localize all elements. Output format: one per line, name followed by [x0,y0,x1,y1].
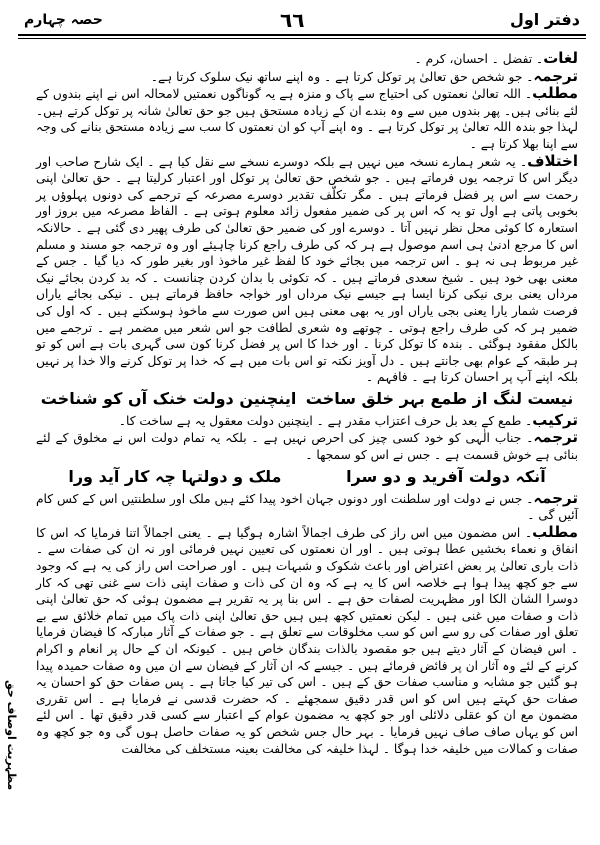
verse-hemistich-left: اینچنین دولت خنک آں کو شناخت [40,388,297,408]
paragraph-term: ترجمہ [533,428,578,447]
section-title: حصہ چہارم [24,12,103,28]
paragraph [36,68,578,86]
paragraph-term: مطلب [532,84,578,103]
paragraph [36,85,578,152]
paragraph [36,524,578,757]
paragraph-text: ۔ طمع کے بعد بل حرف اعتزاب مقدر ہے ۔ اینچنین دولت معقول یہ ہے ساخت کا۔ [118,413,533,428]
verse-hemistich-left: ملک و دولتہا چہ کار آید ورا [68,466,282,486]
paragraph-text: ۔ یہ شعر ہمارے نسخہ میں نہیں ہے بلکہ دوسرے نسخے سے نقل کیا ہے ۔ ایک شارح صاحب اور دیگر اس کا ترجمہ یوں فرماتے ہیں ۔ جو شخص حق تعالیٰ پر توکل اور اعتبار کرلیتا ہے ۔ حق تعالیٰ اپنی رحمت سے اس پر فضل فرماتے ہیں ۔ مگر تکلّف تقدیر دوسرے مصرعہ کے ترجمے کی دونوں پہلوؤں پر بخوبی پاتی ہے اول تو یہ کہ اس پر کی ضمیر مفعول زائد معلوم ہوتی ہے ۔ الفاظ مصرعہ میں بروز اور استعارہ کا کوئی محل نظر نہیں آتا ۔ دوسرے اور کی ضمیر حق تعالیٰ کی طرف پھیر دی گئی ہے ۔ حالانکہ اس کا مرجع ادنیٰ ہی اسم موصول ہے ہر کہ کی طرف راجع کرنا چاہیئے اور وہ ترجمہ جو مسند و مسلم غیر مربوط ہی نہ ہو ۔ اس ترجمہ میں بجائے خود کا لفظ غیر ماخوذ اور بغیر طور کہ دیا گیا ۔ جس کے معنی بھی خود ہیں ۔ شیخ سعدی فرماتے ہیں ۔ کہ تکوئی با بدان کردن چنانست ۔ کہ بد کردن بجائے نیک مرداں یعنی بری نیکی کرنا ایسا ہے جیسے نیک مرداں اور خواجہ حافظ فرماتے ہیں ۔ نیکی بجائے یاراں فرصت شمار یارا یعنی بجی یاراں اور یہ بھی معنی ہیں اس صورت سے ماخوذ ہوسکتے ہیں ۔ کہ اول کی ضمیر ہر کہ کی طرف راجع ہوتی ۔ چوتھے وہ شعری لطافت جو اس شعر میں مضمر ہے ۔ ترجمے میں بالکل مفقود ہوگئی ۔ بندہ کا توکل کرنا ۔ اور خدا کا اس پر فضل کرنا کون سی گہری بات ہے اس کو تو ہر طبقہ کے عوام بھی جانتے ہیں ۔ دل آویز نکتہ تو اس بات میں ہے کہ خدا پر توکل کرنے والا خدا پر نہیں بلکہ اپنے آپ پر احسان کرتا ہے ۔ فافہم ۔ [36,154,578,385]
paragraph-text: ۔ جناب الٰہی کو خود کسی چیز کی احرص نہیں ہے ۔ بلکہ یہ تمام دولت اس نے مخلوق کے لئے بنائی ہے خوش قسمت ہے ۔ جس نے اس کو سمجھا ۔ [36,431,578,463]
paragraph-text: ۔ جو شخص حق تعالیٰ پر توکل کرتا ہے ۔ وہ اپنے ساتھ نیک سلوک کرتا ہے۔ [150,69,534,84]
paragraph [36,490,578,524]
paragraph-term: ترجمہ [533,66,578,85]
header-divider [18,34,586,36]
verse-hemistich-right: نیست لنگ از طمع بہر خلق ساخت [305,388,574,408]
book-title: دفتر اول [509,10,580,29]
verse-couplet [36,388,578,410]
paragraph [36,153,578,386]
verse-hemistich-right: آنکہ دولت آفرید و دو سرا [346,466,546,486]
header-divider-thin [18,38,586,39]
margin-note: مظہریت اوصاف حق [5,679,18,790]
paragraph-term: ترکیب [532,410,578,429]
paragraph-text: ۔ تفضل ۔ احسان، کرم ۔ [414,52,544,66]
paragraph-term: ترجمہ [533,488,578,507]
paragraph-text: ۔ جس نے دولت اور سلطنت اور دونوں جہان اخود پیدا کئے ہیں ملک اور سلطنتیں اس کے کس کام آئیں گی ۔ [36,491,578,523]
paragraph-term: لغات [543,49,578,67]
paragraph [36,429,578,463]
paragraph-term: اختلاف [527,151,578,170]
page-header [18,6,586,32]
paragraph [36,50,578,68]
paragraph [36,412,578,430]
paragraph-text: ۔ اللہ تعالیٰ نعمتوں کی احتیاج سے پاک و منزہ ہے یہ گوناگوں نعمتیں لامحالہ اس نے اپنے بندوں کے لئے بنائی ہیں۔ پھر بندوں میں سے وہ بندے ان کے زیادہ مستحق ہیں جو حق تعالیٰ شانہ پر توکل کرتے ہیں۔ لہذا جو بندہ اللہ تعالیٰ پر توکل کرتا ہے ۔ وہ اپنے آپ کو ان نعمتوں کا سب سے زیادہ مستحق بنانے کی وجہ سے اپنا بھلا کرتا ہے ۔ [36,87,578,151]
document-page [18,0,586,845]
paragraph-term: مطلب [532,522,578,541]
verse-couplet [36,466,578,488]
paragraph-text: ۔ اس مضمون میں اس راز کی طرف اجمالاً اشارہ ہوگیا ہے ۔ یعنی اجمالاً اتنا فرمایا کہ اس کا انفاق و نعماء بخشیں عطا ہوتی ہیں ۔ اور ان نعمتوں کی تعیین نہیں فرمائی اور نہ ان کی صفات سے ۔ ذات باری تعالیٰ پر بعض اعتراض اور باعث شکوک و شبہات ہیں ۔ اور صراحت اس راز کی یہ ہے کہ وجود سے جو کچھ پیدا ہوا ہے خلاصہ اس کا یہ ہے کہ وہ ان کی ذات و صفات اپنی ذات سے غنی تھی کہ کار دوسرا الشان الکا اور مظہریت لصفات حق ہے ۔ اس بنا پر یہ تقریر ہے مضمون ہوئی کہ حق تعالیٰ اپنی ذات و صفات میں غنی ہیں ۔ لیکن نعمتیں کچھ ہیں ہیں حق تعالیٰ اپنی ذات پاک میں تمام خلائق سے بے تعلق اور صفات کی رو سے اس کو سب مخلوقات سے تعلق ہے ۔ جو صفات کے آثار مبارکہ کا فیضان فرمایا ۔ اس فیضان کے آثار دیتے ہیں جو مقصود بالذات بندگان خاص ہیں ۔ کیونکہ ان کے حال پر انعام و اکرام کرنے کے لئے وہ آثار ان پر فائض فرمائے ہیں ۔ جیسے کہ ان آثار کے فیضان سے ان میں وہ صفات حمیدہ پیدا ہو گئیں جو مشابہ و مناسب صفات حق کے ہیں ۔ اس کی تیر کیا جاتا ہے ۔ پس صفات حق کو احسان یہ صفات حق کہتے ہیں اس کو اس قدر دقیق سمجھئے ۔ کہ حضرت قدسی نے فرمایا ہے ۔ اس تقرری مضمون مع ان کو عقلی دلائلی اور جو کچھ یہ مضمون عوام کے اعتبار سے کسی قدر دقیق تھا ۔ اس لئے اس کو یہاں صاف صاف نہیں فرمایا ۔ بہر حال جس شخص کو یہ صفات حاصل ہوں گی وہ جو کچھ وہ صفات و کمالات میں خلیفہ خدا ہوگا ۔ لہذا خلیفہ کی مخالفت بعینہ مستخلف کی مخالفت [36,525,578,756]
page-number: ٦٦ [280,8,305,32]
page-body [36,50,578,757]
